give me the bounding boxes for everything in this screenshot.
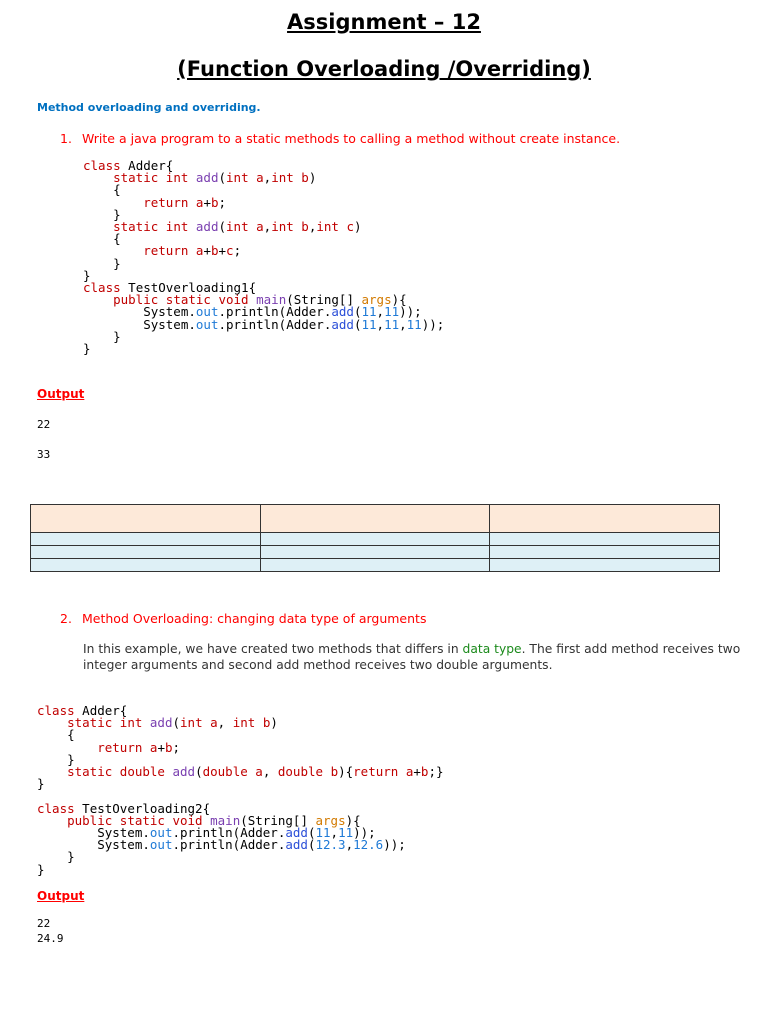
table-header-cell: [490, 505, 720, 533]
table-row: [31, 546, 720, 559]
table-row: [31, 533, 720, 546]
table-cell: [31, 533, 261, 546]
table-cell: [31, 559, 261, 572]
question-2: [60, 611, 426, 626]
description-text-before: In this example, we have created two methods that differs in: [83, 642, 463, 656]
table-row: [31, 559, 720, 572]
intro-heading: Method overloading and overriding.: [37, 101, 261, 114]
table-cell: [260, 533, 490, 546]
output-2-value-2: 24.9: [37, 932, 64, 945]
table-cell: [31, 546, 261, 559]
table-header-row: [31, 505, 720, 533]
table-cell: [260, 559, 490, 572]
table-header-cell: [31, 505, 261, 533]
code-block-2: class Adder{ static int add(int a, int b) { return a+b; } static double add(double a, double b){return a+b;} } class TestOverloading2{ public static void main(String[] args){ System.out.println(Adder.add(11,11)); System.out.println(Adder.add(12.3,12.6)); } }: [37, 703, 444, 877]
question-1-number: 1.: [60, 131, 72, 146]
description-text-after: . The first add method receives two integer arguments and second add method receives two double arguments.: [83, 642, 741, 672]
table-header-cell: [260, 505, 490, 533]
table-cell: [490, 533, 720, 546]
data-type-link[interactable]: data type: [462, 642, 522, 656]
table-cell: [490, 546, 720, 559]
output-1-value-1: 22: [37, 418, 51, 431]
table-cell: [260, 546, 490, 559]
question-1-text: Write a java program to a static methods to calling a method without create instance.: [82, 131, 621, 146]
output-2-label: Output: [37, 889, 85, 903]
question-2-description: [83, 641, 743, 673]
output-2-value-1: 22: [37, 917, 51, 930]
output-1-value-2: 33: [37, 448, 51, 461]
question-1: [60, 131, 620, 146]
table-cell: [490, 559, 720, 572]
output-1-label: Output: [37, 387, 85, 401]
question-2-number: 2.: [60, 611, 72, 626]
code-block-1: class Adder{ static int add(int a,int b) { return a+b; } static int add(int a,int b,int c) { return a+b+c; } } class TestOverloading1{ public static void main(String[] args){ System.out.println(Adder.add(11,11)); System.out.println(Adder.add(11,11,11)); } }: [83, 158, 445, 357]
question-2-text: Method Overloading: changing data type of arguments: [82, 611, 427, 626]
page-subtitle: (Function Overloading /Overriding): [177, 57, 591, 81]
page-title: Assignment – 12: [287, 10, 481, 34]
empty-table: [30, 504, 720, 572]
